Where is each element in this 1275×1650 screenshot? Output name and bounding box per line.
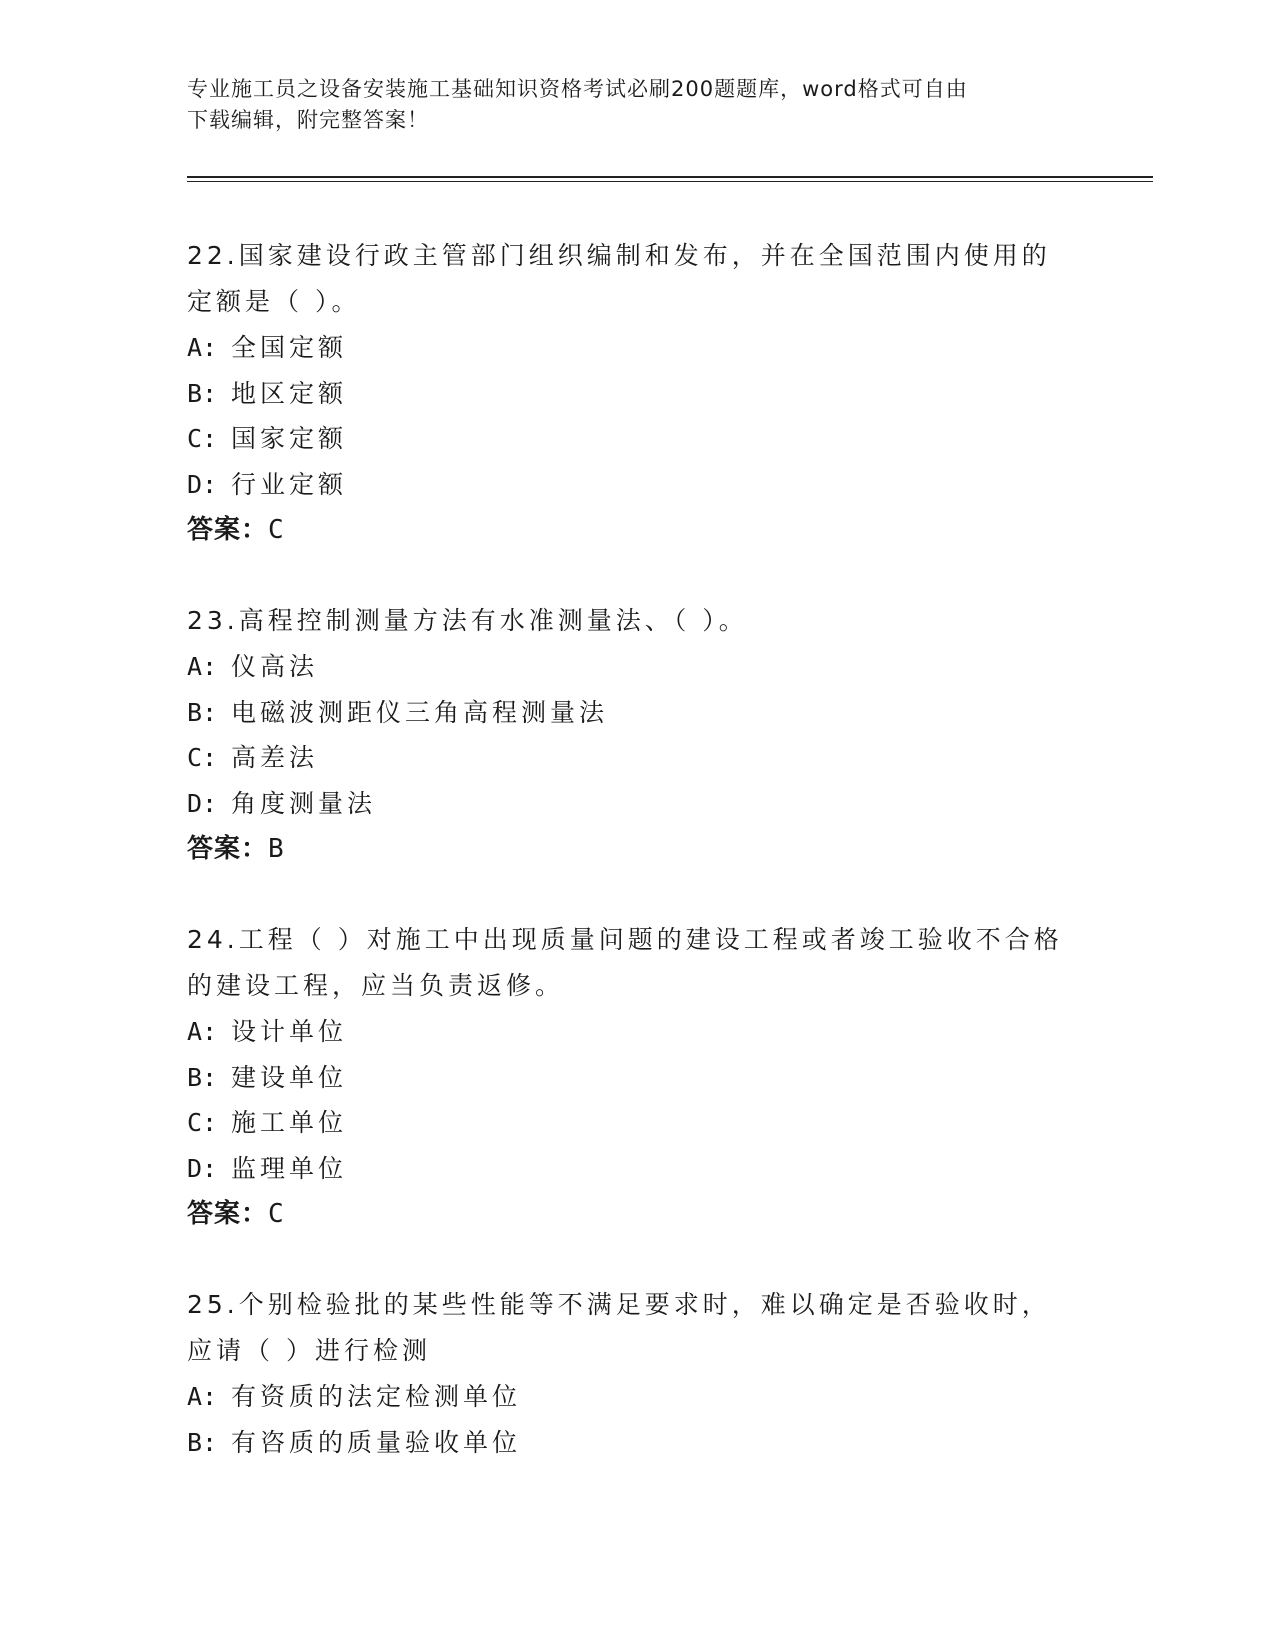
answer-label: 答案：: [187, 1199, 269, 1229]
option-b: [187, 1420, 1087, 1466]
option-key: A:: [187, 333, 218, 362]
answer-label: 答案：: [187, 515, 269, 545]
header-divider: [187, 176, 1153, 182]
option-key: B:: [187, 697, 218, 727]
option-text: 地区定额: [231, 378, 348, 408]
option-text: 设计单位: [231, 1017, 348, 1046]
question-23: [187, 598, 1087, 872]
option-d: [187, 781, 1087, 827]
option-a: [187, 1374, 1087, 1420]
option-text: 建设单位: [231, 1062, 348, 1092]
question-stem: 25.个别检验批的某些性能等不满足要求时，难以确定是否验收时，应请（ ）进行检测: [187, 1290, 1051, 1365]
option-a: [187, 644, 1087, 690]
question-stem: 24.工程（ ）对施工中出现质量问题的建设工程或者竣工验收不合格的建设工程，应当负责返修。: [187, 925, 1063, 1000]
option-b: [187, 1055, 1087, 1101]
option-d: [187, 1146, 1087, 1192]
option-text: 国家定额: [231, 424, 348, 453]
option-key: D:: [187, 788, 218, 818]
document-header: [187, 74, 1067, 136]
option-d: [187, 462, 1087, 508]
option-key: B:: [187, 1062, 218, 1092]
option-key: D:: [187, 1153, 218, 1183]
option-a: [187, 1009, 1087, 1055]
option-text: 监理单位: [231, 1153, 348, 1183]
option-key: C:: [187, 743, 218, 772]
header-title-line-2: 下载编辑，附完整答案！: [187, 108, 429, 132]
answer-value: B: [268, 834, 285, 864]
option-key: A:: [187, 1017, 218, 1046]
option-c: [187, 735, 1087, 781]
option-c: [187, 1100, 1087, 1146]
answer-value: C: [268, 515, 285, 545]
question-22: [187, 233, 1087, 553]
option-key: D:: [187, 469, 218, 499]
answer-line: [187, 826, 1087, 872]
question-25: [187, 1282, 1087, 1465]
answer-line: [187, 507, 1087, 553]
option-b: [187, 690, 1087, 736]
option-text: 有资质的法定检测单位: [231, 1382, 522, 1411]
answer-value: C: [268, 1199, 285, 1229]
answer-line: [187, 1191, 1087, 1237]
option-key: C:: [187, 424, 218, 453]
option-text: 行业定额: [231, 469, 348, 499]
option-b: [187, 371, 1087, 417]
option-key: A:: [187, 1382, 218, 1411]
option-text: 施工单位: [231, 1108, 348, 1137]
option-key: B:: [187, 1427, 218, 1457]
option-text: 角度测量法: [231, 788, 377, 818]
header-title-line-1: 专业施工员之设备安装施工基础知识资格考试必刷200题题库，word格式可自由: [187, 77, 968, 101]
option-key: B:: [187, 378, 218, 408]
option-text: 仪高法: [231, 652, 319, 681]
answer-label: 答案：: [187, 834, 269, 864]
option-key: C:: [187, 1108, 218, 1137]
question-stem: 23.高程控制测量方法有水准测量法、（ ）。: [187, 606, 748, 635]
question-stem: 22.国家建设行政主管部门组织编制和发布，并在全国范围内使用的定额是（ ）。: [187, 241, 1051, 316]
option-a: [187, 325, 1087, 371]
option-text: 电磁波测距仪三角高程测量法: [231, 697, 609, 727]
option-text: 高差法: [231, 743, 319, 772]
option-key: A:: [187, 652, 218, 681]
option-text: 全国定额: [231, 333, 348, 362]
option-text: 有咨质的质量验收单位: [231, 1427, 522, 1457]
question-24: [187, 917, 1087, 1237]
question-list: [187, 233, 1087, 1510]
option-c: [187, 416, 1087, 462]
